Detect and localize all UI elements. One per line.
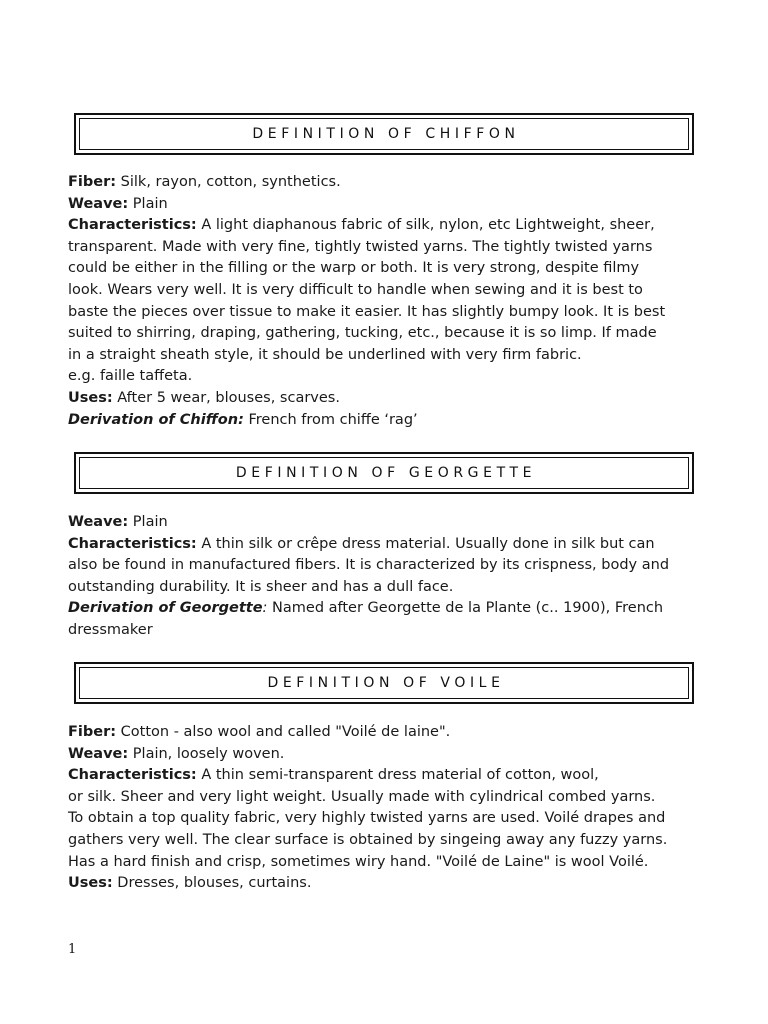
characteristics-line: To obtain a top quality fabric, very highly twisted yarns are used. Voilé drapes and <box>68 810 666 827</box>
voile-title-box <box>74 662 694 704</box>
fiber-value: Silk, rayon, cotton, synthetics. <box>116 174 341 190</box>
uses-label: Uses: <box>68 875 113 892</box>
chiffon-weave <box>68 194 708 216</box>
derivation-label: Derivation of Chiffon: <box>68 411 244 428</box>
characteristics-line: outstanding durability. It is sheer and has a dull face. <box>68 578 454 595</box>
weave-label: Weave: <box>68 514 129 530</box>
characteristics-line: suited to shirring, draping, gathering, tucking, etc., because it is so limp. If made <box>68 325 657 342</box>
georgette-title: DEFINITION OF GEORGETTE <box>235 465 537 481</box>
characteristics-line: in a straight sheath style, it should be underlined with very firm fabric. <box>68 346 582 363</box>
weave-value: Plain <box>128 514 168 530</box>
chiffon-section <box>68 172 708 431</box>
voile-section <box>68 722 708 895</box>
derivation-value-continued: dressmaker <box>68 621 153 638</box>
characteristics-label: Characteristics: <box>68 535 197 552</box>
page-number: 1 <box>68 942 77 957</box>
derivation-value: Named after Georgette de la Plante (c.. 1900), French <box>267 600 664 617</box>
characteristics-line: look. Wears very well. It is very difficult to handle when sewing and it is best to <box>68 281 643 298</box>
fiber-label: Fiber: <box>68 174 117 190</box>
characteristics-line: e.g. faille taffeta. <box>68 368 193 385</box>
characteristics-label: Characteristics: <box>68 217 197 234</box>
voile-uses <box>68 873 708 895</box>
characteristics-label: Characteristics: <box>68 767 197 784</box>
weave-value: Plain, loosely woven. <box>128 745 285 762</box>
derivation-value: French from chiffe ‘rag’ <box>243 411 418 428</box>
characteristics-line: could be either in the filling or the warp or both. It is very strong, despite filmy <box>68 260 640 277</box>
chiffon-fiber <box>68 172 708 194</box>
voile-weave <box>68 744 708 766</box>
chiffon-title-inner <box>79 118 689 150</box>
voile-title: DEFINITION OF VOILE <box>267 675 505 691</box>
uses-value: After 5 wear, blouses, scarves. <box>112 389 340 406</box>
fiber-value: Cotton - also wool and called "Voilé de laine". <box>116 724 451 740</box>
characteristics-line: baste the pieces over tissue to make it easier. It has slightly bumpy look. It is best <box>68 303 666 320</box>
georgette-weave <box>68 512 708 534</box>
fiber-label: Fiber: <box>68 724 117 740</box>
chiffon-title-box <box>74 113 694 155</box>
weave-value: Plain <box>128 195 168 212</box>
weave-label: Weave: <box>68 195 129 212</box>
chiffon-characteristics <box>68 215 708 237</box>
voile-title-inner <box>79 667 689 699</box>
georgette-section <box>68 512 708 642</box>
characteristics-line: gathers very well. The clear surface is obtained by singeing away any fuzzy yarns. <box>68 831 668 848</box>
georgette-title-inner <box>79 457 689 489</box>
derivation-label: Derivation of Georgette <box>68 600 263 617</box>
characteristics-line: also be found in manufactured fibers. It is characterized by its crispness, body and <box>68 557 670 574</box>
georgette-title-box <box>74 452 694 494</box>
uses-value: Dresses, blouses, curtains. <box>112 875 312 892</box>
derivation-colon: : <box>262 600 268 617</box>
characteristics-text: A thin semi-transparent dress material of cotton, wool, <box>196 767 599 784</box>
characteristics-text: A light diaphanous fabric of silk, nylon, etc Lightweight, sheer, <box>196 217 655 234</box>
voile-characteristics <box>68 765 708 787</box>
georgette-derivation <box>68 598 708 620</box>
chiffon-uses <box>68 388 708 410</box>
chiffon-derivation <box>68 410 708 432</box>
voile-fiber <box>68 722 708 744</box>
chiffon-title: DEFINITION OF CHIFFON <box>252 126 520 142</box>
uses-label: Uses: <box>68 389 113 406</box>
georgette-characteristics <box>68 534 708 556</box>
characteristics-text: A thin silk or crêpe dress material. Usually done in silk but can <box>196 535 655 552</box>
characteristics-line: Has a hard finish and crisp, sometimes wiry hand. "Voilé de Laine" is wool Voilé. <box>68 853 649 870</box>
characteristics-line: transparent. Made with very fine, tightly twisted yarns. The tightly twisted yarns <box>68 238 653 255</box>
characteristics-line: or silk. Sheer and very light weight. Usually made with cylindrical combed yarns. <box>68 788 656 805</box>
weave-label: Weave: <box>68 745 129 762</box>
